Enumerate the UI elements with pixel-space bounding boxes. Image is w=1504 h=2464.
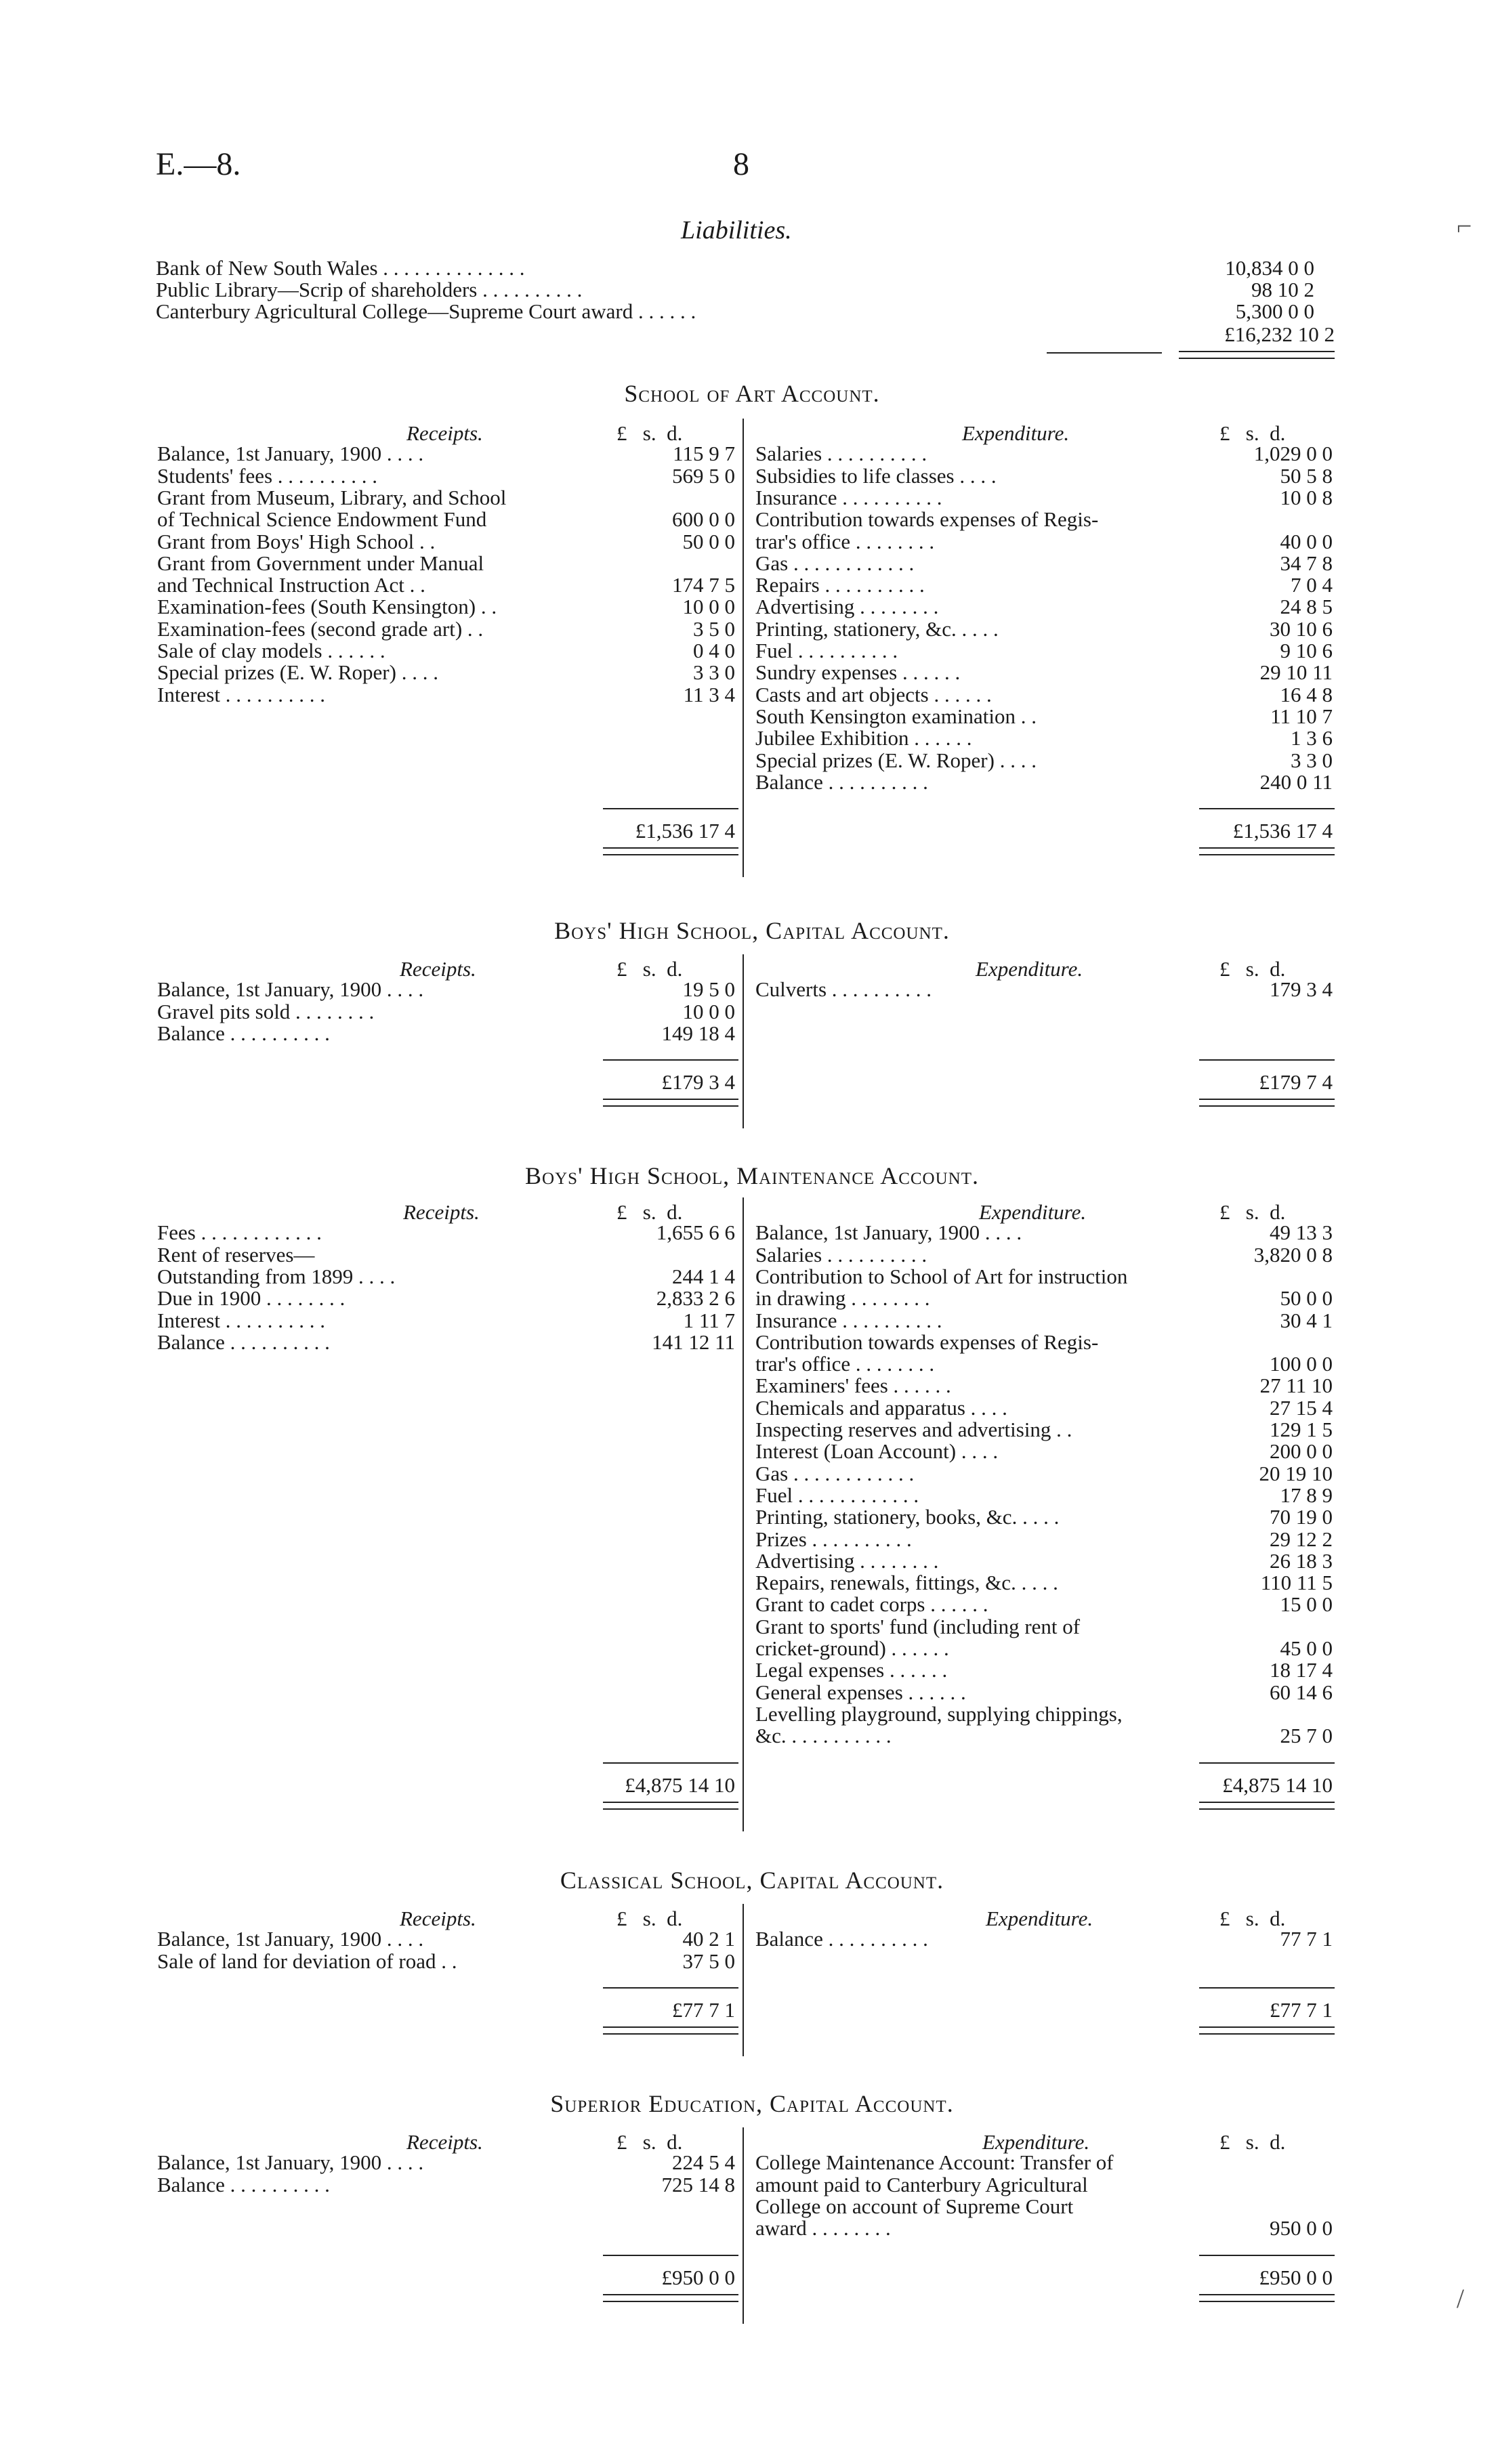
boys_maintenance-expenditure-lsd: £ s. d. [1219,1200,1286,1224]
boys_maintenance-expenditure-amount: 200 0 0 [1270,1439,1333,1464]
margin-mark: ⌐ [1457,211,1472,241]
boys_maintenance-expenditure-amount: 18 17 4 [1270,1658,1333,1682]
superior_capital-receipts-rule [603,2255,738,2256]
boys_maintenance-expenditure-label-row: Gas . . . . . . . . . . . . [755,1461,915,1485]
superior_capital-receipt-amount: 224 5 4 [672,2150,735,2175]
liability-row [156,278,1314,301]
school_of_art-expenditure-amount: 10 0 8 [1280,485,1333,509]
school_of_art-expenditure-amount: 24 8 5 [1280,595,1333,619]
school_of_art-receipt-label: Special prizes (E. W. Roper) . . . . [157,660,438,685]
liability-label: Public Library—Scrip of shareholders . . . . . . . . . . [156,278,583,301]
boys_maintenance-expenditure-amount: 27 11 10 [1259,1374,1333,1398]
school_of_art-receipt-label: Grant from Museum, Library, and School [157,485,507,509]
school_of_art-receipt-label: Grant from Government under Manual [157,551,484,575]
boys_maintenance-expenditure-label-row: Salaries . . . . . . . . . . [755,1242,927,1267]
classical_capital-expenditure-amount: 77 7 1 [1280,1927,1333,1951]
superior_capital-title: Superior Education, Capital Account. [550,2090,954,2117]
superior_capital-receipts-double-rule [603,2294,738,2302]
boys_maintenance-expenditure-label-row: trar's office . . . . . . . . [755,1352,935,1376]
school_of_art-receipt-amount: 174 7 5 [672,573,735,597]
boys_maintenance-receipts-lsd: £ s. d. [617,1200,683,1224]
boys_maintenance-expenditure-amount: 26 18 3 [1270,1548,1333,1573]
boys_capital-title: Boys' High School, Capital Account. [554,917,950,944]
boys_capital-expenditure-amount: 179 3 4 [1270,977,1333,1002]
superior_capital-expenditure-label: Expenditure. [982,2130,1090,2154]
school_of_art-receipt-label: Sale of clay models . . . . . . [157,639,385,662]
school_of_art-divider [743,419,744,877]
school_of_art-receipt-label: of Technical Science Endowment Fund [157,507,487,532]
boys_maintenance-title: Boys' High School, Maintenance Account. [525,1162,979,1189]
school_of_art-receipt-amount: 50 0 0 [682,529,735,553]
boys_capital-receipts-double-rule [603,1099,738,1107]
boys_maintenance-receipt-label: Rent of reserves— [157,1242,315,1267]
school_of_art-receipts-label: Receipts. [406,421,483,445]
boys_maintenance-expenditure-double-rule [1199,1802,1335,1810]
school_of_art-receipt-amount: 569 5 0 [672,463,735,488]
superior_capital-receipts-lsd: £ s. d. [617,2130,683,2154]
boys_maintenance-expenditure-rule [1199,1762,1335,1764]
classical_capital-receipts-double-rule [603,2026,738,2035]
boys_maintenance-receipts-double-rule [603,1802,738,1810]
boys_maintenance-receipts-label: Receipts. [403,1200,480,1224]
boys_maintenance-expenditure-label-row: Contribution to School of Art for instruction [755,1264,1128,1288]
boys_maintenance-expenditure-amount: 20 19 10 [1259,1461,1333,1485]
boys_capital-divider [743,954,744,1128]
school_of_art-expenditure-amount: 7 0 4 [1291,573,1333,597]
school_of_art-expenditure-amount: 29 10 11 [1259,660,1333,685]
boys_maintenance-expenditure-label-row: Fuel . . . . . . . . . . . . [755,1483,919,1507]
boys_maintenance-expenditure-label: Expenditure. [979,1200,1087,1224]
liabilities-title: Liabilities. [681,216,792,245]
school_of_art-receipt-label: Examination-fees (second grade art) . . [157,616,484,641]
classical_capital-receipt-label: Balance, 1st January, 1900 . . . . [157,1927,424,1951]
boys_maintenance-expenditure-amount: 50 0 0 [1280,1286,1333,1311]
school_of_art-expenditure-label-row: Salaries . . . . . . . . . . [755,442,927,466]
school_of_art-expenditure-amount: 1 3 6 [1291,726,1333,750]
superior_capital-expenditure-double-rule [1199,2294,1335,2302]
boys_maintenance-expenditure-label-row: Chemicals and apparatus . . . . [755,1395,1007,1420]
school_of_art-expenditure-double-rule [1199,847,1335,855]
liability-amount: 10,834 0 0 [1225,256,1314,280]
school_of_art-expenditure-amount: 240 0 11 [1259,769,1333,794]
page-number: 8 [733,146,749,182]
boys_maintenance-receipt-amount: 1,655 6 6 [656,1220,735,1245]
school_of_art-receipt-label: and Technical Instruction Act . . [157,573,425,597]
classical_capital-receipt-label: Sale of land for deviation of road . . [157,1949,457,1973]
boys_maintenance-expenditure-label-row: Advertising . . . . . . . . [755,1548,939,1573]
boys_maintenance-expenditure-amount: 45 0 0 [1280,1636,1333,1660]
school_of_art-receipt-label: Examination-fees (South Kensington) . . [157,595,497,619]
boys_maintenance-expenditure-label-row: Printing, stationery, books, &c. . . . . [755,1505,1060,1529]
boys_maintenance-receipt-label: Interest . . . . . . . . . . [157,1308,325,1332]
school_of_art-receipt-amount: 0 4 0 [693,639,735,662]
school_of_art-expenditure-label-row: trar's office . . . . . . . . [755,529,935,553]
boys_maintenance-expenditure-label-row: General expenses . . . . . . [755,1680,966,1704]
boys_maintenance-expenditure-amount: 100 0 0 [1270,1352,1333,1376]
boys_maintenance-expenditure-total: £4,875 14 10 [1222,1772,1333,1797]
boys_maintenance-expenditure-label-row: Prizes . . . . . . . . . . [755,1527,912,1551]
liabilities-total-rule [1179,351,1335,359]
boys_maintenance-expenditure-label-row: cricket-ground) . . . . . . [755,1636,949,1660]
school_of_art-receipt-amount: 3 3 0 [693,660,735,685]
classical_capital-receipts-lsd: £ s. d. [617,1907,683,1930]
boys_capital-expenditure-label: Expenditure. [976,957,1083,981]
boys_maintenance-receipt-amount: 141 12 11 [652,1330,735,1354]
liabilities-total: £16,232 10 2 [1224,322,1335,346]
boys_capital-receipt-label: Gravel pits sold . . . . . . . . [157,999,375,1023]
boys_maintenance-receipts-rule [603,1762,738,1764]
boys_maintenance-expenditure-label-row: in drawing . . . . . . . . [755,1286,930,1311]
school_of_art-expenditure-amount: 9 10 6 [1280,639,1333,662]
school_of_art-expenditure-label-row: Jubilee Exhibition . . . . . . [755,726,972,750]
superior_capital-expenditure-total: £950 0 0 [1259,2265,1333,2289]
school_of_art-expenditure-amount: 16 4 8 [1280,682,1333,706]
classical_capital-receipt-amount: 37 5 0 [682,1949,735,1973]
boys_maintenance-receipt-label: Balance . . . . . . . . . . [157,1330,330,1354]
boys_maintenance-receipt-label: Outstanding from 1899 . . . . [157,1264,396,1288]
boys_maintenance-expenditure-amount: 29 12 2 [1270,1527,1333,1551]
boys_maintenance-expenditure-label-row: Legal expenses . . . . . . [755,1658,948,1682]
boys_maintenance-expenditure-label-row: Insurance . . . . . . . . . . [755,1308,942,1332]
boys_capital-receipts-lsd: £ s. d. [617,957,683,981]
school_of_art-receipt-label: Balance, 1st January, 1900 . . . . [157,442,424,466]
document-reference: E.—8. [156,146,241,182]
school_of_art-expenditure-label-row: Gas . . . . . . . . . . . . [755,551,915,575]
school_of_art-expenditure-label-row: Casts and art objects . . . . . . [755,682,992,706]
boys_capital-expenditure-label-row: Culverts . . . . . . . . . . [755,977,932,1002]
classical_capital-receipts-total: £77 7 1 [672,1997,735,2022]
school_of_art-receipt-label: Interest . . . . . . . . . . [157,682,325,706]
school_of_art-expenditure-label-row: Printing, stationery, &c. . . . . [755,616,999,641]
school_of_art-expenditure-amount: 11 10 7 [1270,704,1333,728]
boys_maintenance-expenditure-label-row: Levelling playground, supplying chippings, [755,1701,1123,1726]
school_of_art-expenditure-rule [1199,808,1335,809]
school_of_art-receipt-amount: 3 5 0 [693,616,735,641]
classical_capital-expenditure-total: £77 7 1 [1270,1997,1333,2022]
boys_capital-receipt-amount: 149 18 4 [661,1021,735,1045]
boys_capital-receipt-amount: 19 5 0 [682,977,735,1002]
boys_maintenance-expenditure-label-row: Grant to cadet corps . . . . . . [755,1592,988,1617]
boys_maintenance-expenditure-amount: 25 7 0 [1280,1724,1333,1748]
boys_maintenance-expenditure-amount: 129 1 5 [1270,1418,1333,1441]
school_of_art-receipts-lsd: £ s. d. [617,421,683,445]
boys_maintenance-expenditure-amount: 17 8 9 [1280,1483,1333,1507]
boys_maintenance-expenditure-label-row: &c. . . . . . . . . . . [755,1724,892,1748]
boys_maintenance-expenditure-label-row: Contribution towards expenses of Regis- [755,1330,1099,1354]
superior_capital-expenditure-label-row: amount paid to Canterbury Agricultural [755,2172,1088,2196]
superior_capital-receipts-label: Receipts. [406,2130,483,2154]
boys_maintenance-receipt-amount: 2,833 2 6 [656,1286,735,1311]
classical_capital-receipts-label: Receipts. [400,1907,476,1930]
boys_capital-receipt-label: Balance . . . . . . . . . . [157,1021,330,1045]
boys_capital-receipts-rule [603,1059,738,1061]
superior_capital-receipt-label: Balance, 1st January, 1900 . . . . [157,2150,424,2175]
boys_capital-expenditure-lsd: £ s. d. [1219,957,1286,981]
superior_capital-receipt-amount: 725 14 8 [661,2172,735,2196]
superior_capital-expenditure-label-row: College Maintenance Account: Transfer of [755,2150,1114,2175]
school_of_art-expenditure-lsd: £ s. d. [1219,421,1286,445]
classical_capital-receipt-amount: 40 2 1 [682,1927,735,1951]
school_of_art-expenditure-label: Expenditure. [962,421,1070,445]
school_of_art-receipts-double-rule [603,847,738,855]
liability-row [156,256,1314,280]
school_of_art-expenditure-label-row: Repairs . . . . . . . . . . [755,573,925,597]
boys_capital-expenditure-double-rule [1199,1099,1335,1107]
classical_capital-title: Classical School, Capital Account. [560,1867,944,1894]
school_of_art-expenditure-amount: 30 10 6 [1270,616,1333,641]
boys_capital-expenditure-rule [1199,1059,1335,1061]
boys_maintenance-expenditure-amount: 60 14 6 [1270,1680,1333,1704]
boys_maintenance-receipt-amount: 244 1 4 [672,1264,735,1288]
boys_maintenance-expenditure-label-row: Repairs, renewals, fittings, &c. . . . . [755,1571,1058,1595]
liability-row [156,299,1314,323]
boys_maintenance-receipt-label: Due in 1900 . . . . . . . . [157,1286,346,1311]
boys_maintenance-receipt-label: Fees . . . . . . . . . . . . [157,1220,322,1245]
school_of_art-expenditure-label-row: Special prizes (E. W. Roper) . . . . [755,748,1037,772]
classical_capital-expenditure-lsd: £ s. d. [1219,1907,1286,1930]
school_of_art-expenditure-label-row: Sundry expenses . . . . . . [755,660,961,685]
school_of_art-receipt-amount: 600 0 0 [672,507,735,532]
boys_capital-receipt-label: Balance, 1st January, 1900 . . . . [157,977,424,1002]
classical_capital-expenditure-rule [1199,1987,1335,1989]
classical_capital-divider [743,1904,744,2056]
liability-label: Bank of New South Wales . . . . . . . . . . . . . . [156,256,525,280]
school_of_art-expenditure-amount: 50 5 8 [1280,463,1333,488]
superior_capital-expenditure-lsd: £ s. d. [1219,2130,1286,2154]
school_of_art-expenditure-label-row: Advertising . . . . . . . . [755,595,939,619]
school_of_art-receipt-amount: 115 9 7 [673,442,735,466]
boys_capital-expenditure-total: £179 7 4 [1259,1070,1333,1095]
liability-amount: 5,300 0 0 [1235,299,1314,323]
school_of_art-expenditure-label-row: Insurance . . . . . . . . . . [755,485,942,509]
boys_maintenance-receipt-amount: 1 11 7 [683,1308,735,1332]
school_of_art-expenditure-total: £1,536 17 4 [1232,819,1333,843]
classical_capital-expenditure-label-row: Balance . . . . . . . . . . [755,1927,928,1951]
school_of_art-receipt-amount: 10 0 0 [682,595,735,619]
school_of_art-expenditure-label-row: Subsidies to life classes . . . . [755,463,997,488]
boys_capital-receipts-total: £179 3 4 [661,1070,735,1095]
boys_maintenance-expenditure-amount: 49 13 3 [1270,1220,1333,1245]
boys_capital-receipts-label: Receipts. [400,957,476,981]
liabilities-rule [1047,352,1162,354]
school_of_art-expenditure-amount: 34 7 8 [1280,551,1333,575]
school_of_art-receipt-amount: 11 3 4 [683,682,735,706]
school_of_art-expenditure-label-row: Fuel . . . . . . . . . . [755,639,898,662]
superior_capital-expenditure-label-row: award . . . . . . . . [755,2216,891,2240]
superior_capital-expenditure-amount: 950 0 0 [1270,2216,1333,2240]
school_of_art-expenditure-label-row: Contribution towards expenses of Regis- [755,507,1099,532]
school_of_art-receipts-rule [603,808,738,809]
superior_capital-expenditure-label-row: College on account of Supreme Court [755,2194,1074,2218]
classical_capital-expenditure-double-rule [1199,2026,1335,2035]
boys_maintenance-expenditure-amount: 3,820 0 8 [1253,1242,1333,1267]
liability-amount: 98 10 2 [1251,278,1314,301]
superior_capital-divider [743,2127,744,2324]
boys_maintenance-expenditure-amount: 15 0 0 [1280,1592,1333,1617]
superior_capital-receipt-label: Balance . . . . . . . . . . [157,2172,330,2196]
school_of_art-expenditure-label-row: Balance . . . . . . . . . . [755,769,928,794]
school_of_art-expenditure-amount: 1,029 0 0 [1253,442,1333,466]
school_of_art-receipt-label: Students' fees . . . . . . . . . . [157,463,378,488]
boys_maintenance-expenditure-label-row: Grant to sports' fund (including rent of [755,1614,1081,1638]
margin-mark: / [1457,2283,1465,2314]
classical_capital-expenditure-label: Expenditure. [986,1907,1093,1930]
boys_maintenance-expenditure-amount: 27 15 4 [1270,1395,1333,1420]
boys_capital-receipt-amount: 10 0 0 [682,999,735,1023]
school_of_art-receipt-label: Grant from Boys' High School . . [157,529,436,553]
boys_maintenance-expenditure-label-row: Examiners' fees . . . . . . [755,1374,951,1398]
school_of_art-expenditure-amount: 40 0 0 [1280,529,1333,553]
boys_maintenance-receipts-total: £4,875 14 10 [625,1772,735,1797]
boys_maintenance-divider [743,1197,744,1831]
boys_maintenance-expenditure-label-row: Inspecting reserves and advertising . . [755,1418,1072,1441]
school_of_art-expenditure-amount: 3 3 0 [1291,748,1333,772]
school_of_art-title: School of Art Account. [624,380,880,407]
liability-label: Canterbury Agricultural College—Supreme Court award . . . . . . [156,299,696,323]
boys_maintenance-expenditure-label-row: Balance, 1st January, 1900 . . . . [755,1220,1022,1245]
superior_capital-expenditure-rule [1199,2255,1335,2256]
superior_capital-receipts-total: £950 0 0 [661,2265,735,2289]
school_of_art-receipts-total: £1,536 17 4 [635,819,735,843]
classical_capital-receipts-rule [603,1987,738,1989]
boys_maintenance-expenditure-amount: 110 11 5 [1260,1571,1333,1595]
boys_maintenance-expenditure-amount: 70 19 0 [1270,1505,1333,1529]
boys_maintenance-expenditure-amount: 30 4 1 [1280,1308,1333,1332]
school_of_art-expenditure-label-row: South Kensington examination . . [755,704,1037,728]
boys_maintenance-expenditure-label-row: Interest (Loan Account) . . . . [755,1439,999,1464]
